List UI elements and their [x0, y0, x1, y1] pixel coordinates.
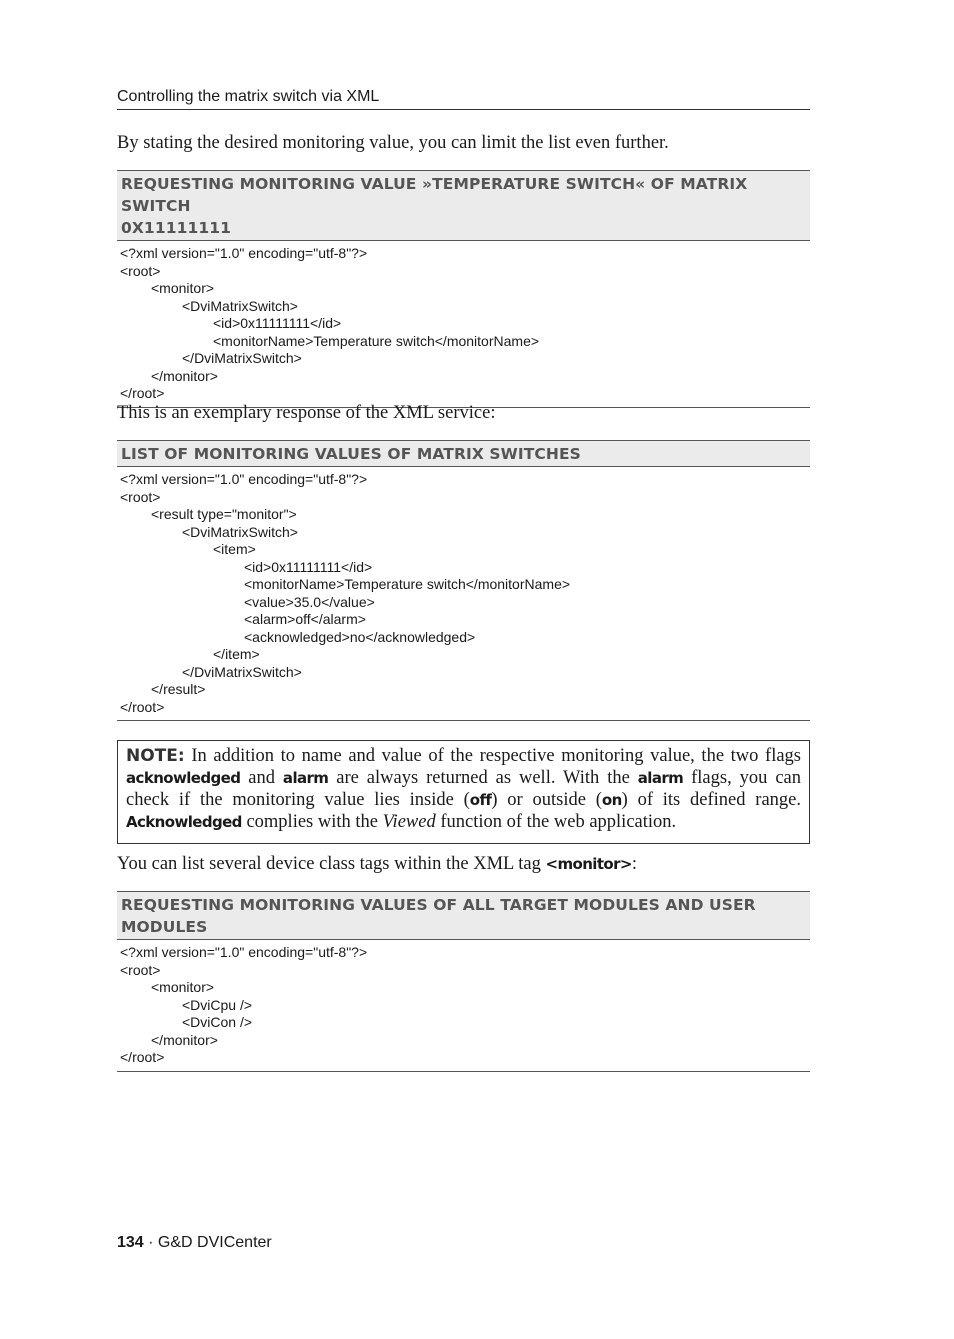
code-line: <acknowledged>no</acknowledged>	[244, 628, 476, 645]
code-line: <item>	[213, 541, 256, 557]
code-line: <?xml version="1.0" encoding="utf-8"?>	[120, 471, 368, 487]
code-line: </monitor>	[151, 1031, 218, 1048]
code-line: <DviCpu />	[182, 996, 253, 1013]
code-line: <alarm>off</alarm>	[244, 611, 366, 627]
code-line: <root>	[120, 488, 161, 505]
response-paragraph: This is an exemplary response of the XML service:	[117, 403, 496, 423]
code-listing	[117, 467, 810, 720]
code-line: <root>	[120, 961, 161, 978]
code-line: <monitor>	[151, 979, 215, 995]
code-box-title: REQUESTING MONITORING VALUES OF ALL TARGET MODULES AND USER MODULES	[117, 892, 810, 940]
code-line: <id>0x11111111</id>	[244, 558, 373, 575]
code-listing	[117, 241, 810, 407]
code-line: </root>	[120, 385, 165, 401]
code-line: </root>	[120, 1049, 165, 1065]
code-line: <id>0x11111111</id>	[213, 315, 342, 331]
product-name: G&D DVICenter	[157, 1234, 272, 1251]
code-line: <monitorName>Temperature switch</monitorName>	[213, 332, 540, 349]
code-line: </item>	[213, 646, 260, 662]
page-number: 134	[117, 1234, 144, 1251]
intro-paragraph: By stating the desired monitoring value, you can limit the list even further.	[117, 133, 669, 153]
keyword: alarm	[637, 769, 684, 787]
keyword: Acknowledged	[126, 813, 242, 831]
code-line: <?xml version="1.0" encoding="utf-8"?>	[120, 944, 368, 960]
code-box-response-list	[117, 440, 810, 721]
code-line: <?xml version="1.0" encoding="utf-8"?>	[120, 245, 368, 261]
keyword: acknowledged	[126, 769, 241, 787]
running-header: Controlling the matrix switch via XML	[117, 88, 810, 110]
code-line: <root>	[120, 262, 161, 279]
keyword: off	[469, 791, 492, 809]
code-box-title: REQUESTING MONITORING VALUE »TEMPERATURE SWITCH« OF MATRIX SWITCH 0X11111111	[117, 171, 810, 241]
code-line: <DviMatrixSwitch>	[182, 297, 298, 314]
keyword: alarm	[282, 769, 329, 787]
note-label: NOTE:	[126, 746, 185, 766]
code-box-request-temperature	[117, 170, 810, 408]
code-box-request-all-modules	[117, 891, 810, 1072]
code-listing	[117, 940, 810, 1071]
code-line: </root>	[120, 698, 165, 715]
code-line: </monitor>	[151, 367, 218, 384]
code-line: </result>	[151, 681, 206, 697]
note-box: NOTE: In addition to name and value of the respective monitoring value, the two flags acknowledged and alarm are always returned as well. With the alarm flags, you can check if the monitoring value lies inside (off) or outside (on) of its defined range. Acknowledged complies with the Viewed function of the web application.	[117, 740, 810, 844]
code-line: </DviMatrixSwitch>	[182, 350, 302, 366]
code-line: <monitor>	[151, 280, 215, 296]
code-line: </DviMatrixSwitch>	[182, 663, 302, 680]
page-footer: 134 · G&D DVICenter	[117, 1234, 272, 1251]
keyword: on	[601, 791, 622, 809]
italic-term: Viewed	[382, 812, 436, 832]
xml-tag-keyword: <monitor>	[545, 855, 632, 873]
code-line: <monitorName>Temperature switch</monitorName>	[244, 576, 571, 592]
code-line: <DviCon />	[182, 1014, 253, 1030]
code-line: <value>35.0</value>	[244, 593, 375, 610]
code-line: <DviMatrixSwitch>	[182, 523, 298, 540]
code-line: <result type="monitor">	[151, 506, 297, 522]
device-tags-paragraph: You can list several device class tags within the XML tag <monitor>:	[117, 854, 638, 874]
code-box-title: LIST OF MONITORING VALUES OF MATRIX SWITCHES	[117, 441, 810, 467]
